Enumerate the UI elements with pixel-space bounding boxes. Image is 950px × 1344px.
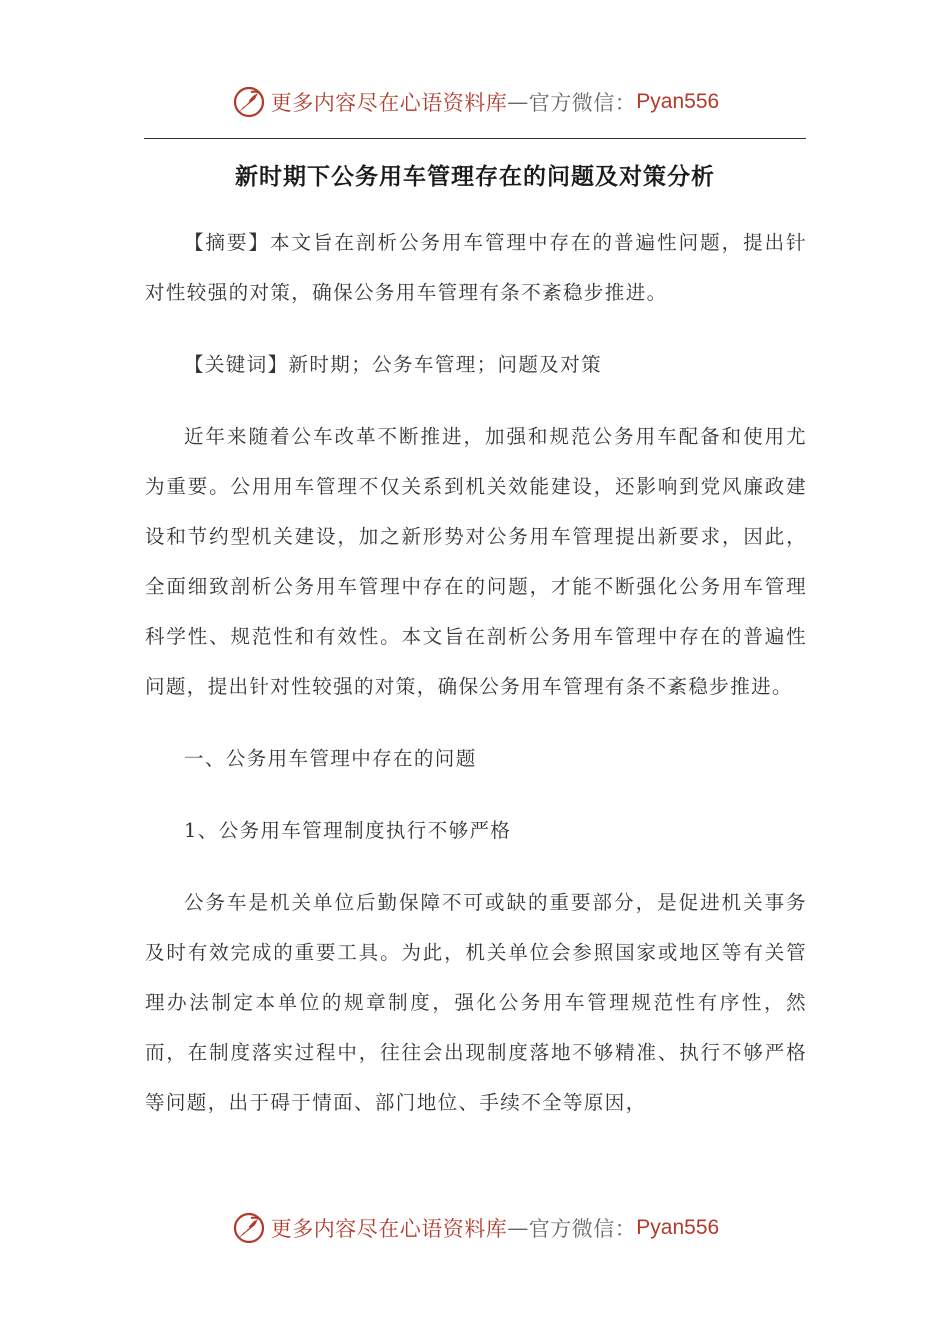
- banner-separator: —: [507, 1216, 529, 1240]
- intro-paragraph: 近年来随着公车改革不断推进，加强和规范公务用车配备和使用尤为重要。公用用车管理不仅关系到机关效能建设，还影响到党风廉政建设和节约型机关建设，加之新形势对公务用车管理提出新要求，因此，全面细致剖析公务用车管理中存在的问题，才能不断强化公务用车管理科学性、规范性和有效性。本文旨在剖析公务用车管理中存在的普遍性问题，提出针对性较强的对策，确保公务用车管理有条不紊稳步推进。: [145, 425, 807, 698]
- body-paragraph: 公务车是机关单位后勤保障不可或缺的重要部分，是促进机关事务及时有效完成的重要工具。为此，机关单位会参照国家或地区等有关管理办法制定本单位的规章制度，强化公务用车管理规范性有序性，然而，在制度落实过程中，往往会出现制度落地不够精准、执行不够严格等问题，出于碍于情面、部门地位、手续不全等原因，: [145, 891, 807, 1114]
- header-banner: [0, 82, 950, 122]
- banner-wechat-label: 官方微信：: [528, 91, 637, 115]
- keywords-paragraph: 【关键词】新时期；公务车管理；问题及对策: [184, 353, 603, 376]
- pen-nib-logo-icon: [231, 1210, 267, 1246]
- footer-banner: [0, 1208, 950, 1248]
- banner-separator: —: [507, 90, 529, 114]
- banner-wechat-id: Pyan556: [636, 1216, 720, 1239]
- pen-nib-logo-icon: [231, 84, 267, 120]
- document-body: [145, 218, 807, 1150]
- banner-wechat-label: 官方微信：: [528, 1217, 637, 1241]
- header-divider: [144, 138, 806, 139]
- document-title: 新时期下公务用车管理存在的问题及对策分析: [235, 164, 715, 190]
- section-heading: 一、公务用车管理中存在的问题: [184, 747, 477, 770]
- banner-main-text: 更多内容尽在心语资料库: [270, 91, 508, 115]
- subsection-heading: 1、公务用车管理制度执行不够严格: [184, 819, 512, 842]
- banner-wechat-id: Pyan556: [636, 90, 720, 113]
- abstract-paragraph: 【摘要】本文旨在剖析公务用车管理中存在的普遍性问题，提出针对性较强的对策，确保公务用车管理有条不紊稳步推进。: [145, 231, 807, 304]
- banner-main-text: 更多内容尽在心语资料库: [270, 1217, 508, 1241]
